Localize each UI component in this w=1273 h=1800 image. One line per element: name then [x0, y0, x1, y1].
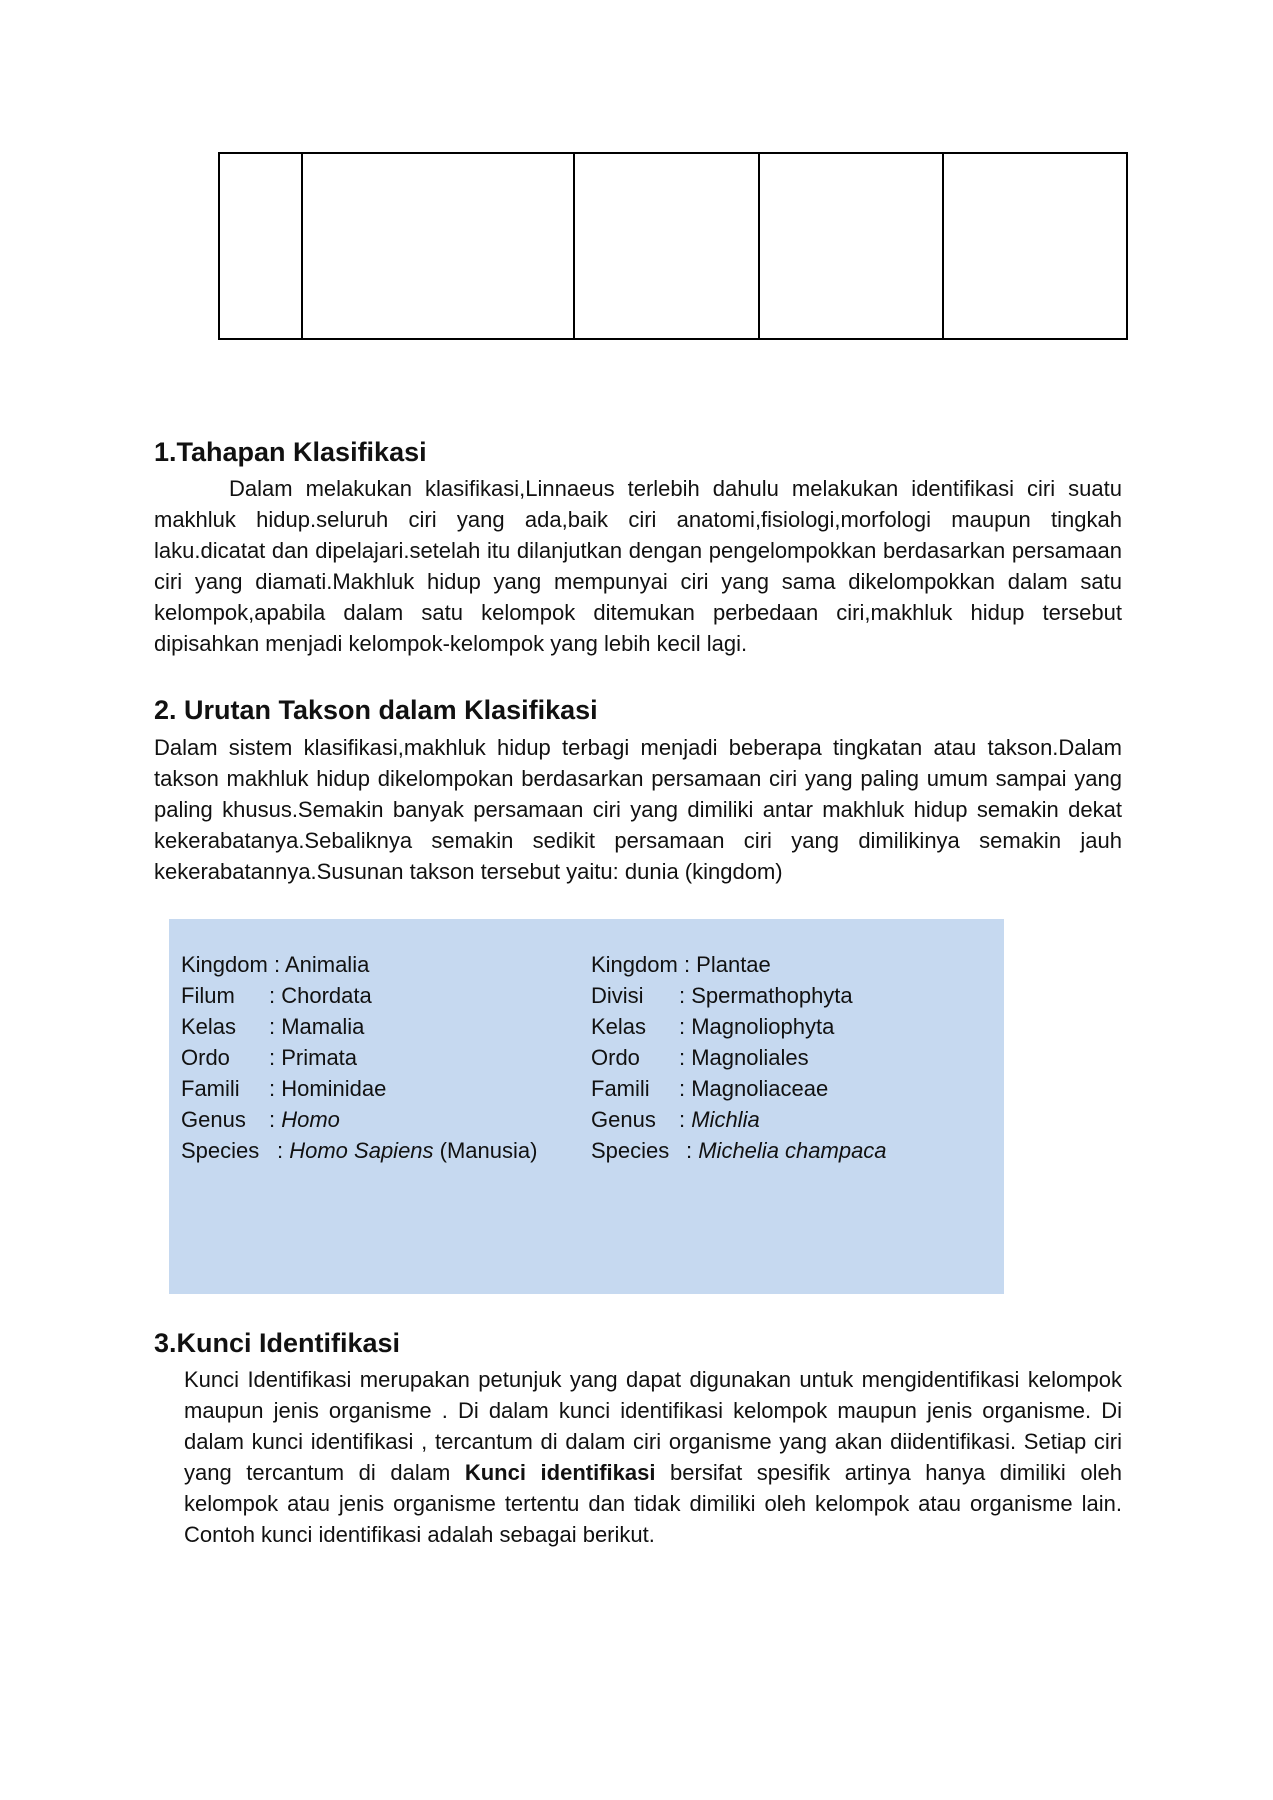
taxon-row-famili: [181, 1073, 537, 1104]
taxonomy-plantae: [591, 949, 887, 1166]
taxon-label: Species: [181, 1138, 260, 1163]
taxon-row-filum: [181, 980, 537, 1011]
taxon-row-ordo: [181, 1042, 537, 1073]
taxon-value: : Chordata: [269, 983, 372, 1008]
taxon-value: : Magnoliales: [679, 1045, 809, 1070]
taxon-value: Michelia champaca: [698, 1138, 887, 1163]
taxon-label: Ordo: [181, 1045, 230, 1070]
taxon-label: Divisi: [591, 983, 644, 1008]
taxonomy-animalia: [181, 949, 537, 1166]
taxon-label: Filum: [181, 983, 235, 1008]
taxon-label: Famili: [591, 1076, 650, 1101]
taxon-row-kelas: [181, 1011, 537, 1042]
table-cell: [943, 153, 1127, 339]
taxon-row-species: [591, 1135, 887, 1166]
paragraph-kunci-identifikasi: [184, 1364, 1122, 1550]
taxon-value: : Magnoliophyta: [679, 1014, 835, 1039]
paragraph-text: Kunci Identifikasi merupakan petunjuk yang dapat digunakan untuk mengidentifikasi kelompok maupun jenis organisme . Di dalam kunci identifikasi kelompok maupun jenis organisme. Di dalam kunci identifikasi , tercantum di dalam ciri organisme yang akan diidentifikasi. Setiap ciri yang tercantum di dalam: [184, 1367, 1122, 1485]
taxon-row-famili: [591, 1073, 887, 1104]
table-cell: [574, 153, 759, 339]
taxon-row-species: [181, 1135, 537, 1166]
taxon-label: Genus: [591, 1107, 656, 1132]
taxon-value: : Spermathophyta: [679, 983, 853, 1008]
taxon-row-genus: [591, 1104, 887, 1135]
taxon-separator: :: [269, 1107, 282, 1132]
taxon-value: : Mamalia: [269, 1014, 365, 1039]
taxon-value: : Magnoliaceae: [679, 1076, 829, 1101]
taxon-value: Michlia: [691, 1107, 760, 1132]
empty-table: [218, 152, 1128, 340]
taxon-separator: :: [277, 1138, 290, 1163]
taxon-label: Ordo: [591, 1045, 640, 1070]
taxon-row-ordo: [591, 1042, 887, 1073]
paragraph-tahapan-klasifikasi: Dalam melakukan klasifikasi,Linnaeus terlebih dahulu melakukan identifikasi ciri suatu makhluk hidup.seluruh ciri yang ada,baik ciri anatomi,fisiologi,morfologi maupun tingkah laku.dicatat dan dipelajari.setelah itu dilanjutkan dengan pengelompokkan berdasarkan persamaan ciri yang diamati.Makhluk hidup yang mempunyai ciri yang sama dikelompokkan dalam satu kelompok,apabila dalam satu kelompok ditemukan perbedaan ciri,makhluk hidup tersebut dipisahkan menjadi kelompok-kelompok yang lebih kecil lagi.: [154, 476, 1122, 656]
paragraph-urutan-takson: Dalam sistem klasifikasi,makhluk hidup terbagi menjadi beberapa tingkatan atau takson.Dalam takson makhluk hidup dikelompokan berdasarkan persamaan ciri yang paling umum sampai yang paling khusus.Semakin banyak persamaan ciri yang dimiliki antar makhluk hidup semakin dekat kekerabatanya.Sebaliknya semakin sedikit persamaan ciri yang dimilikinya semakin jauh kekerabatannya.Susunan takson tersebut yaitu: dunia (kingdom): [154, 735, 1122, 884]
paragraph-text: bersifat spesifik artinya hanya dimiliki oleh kelompok atau jenis organisme tertentu dan tidak dimiliki oleh kelompok atau organisme lain. Contoh kunci identifikasi adalah sebagai berikut.: [184, 1460, 1122, 1547]
taxon-value: Homo Sapiens: [289, 1138, 434, 1163]
table-cell: [219, 153, 302, 339]
taxon-row-kingdom: [591, 949, 887, 980]
taxon-note: (Manusia): [433, 1138, 538, 1163]
taxon-label: Kelas: [181, 1014, 237, 1039]
heading-urutan-takson: 2. Urutan Takson dalam Klasifikasi: [154, 695, 598, 725]
taxon-kingdom: Kingdom : Animalia: [181, 952, 370, 977]
heading-kunci-identifikasi: 3.Kunci Identifikasi: [154, 1328, 401, 1358]
heading-tahapan-klasifikasi: 1.Tahapan Klasifikasi: [154, 437, 427, 467]
taxon-row-kelas: [591, 1011, 887, 1042]
taxon-label: Species: [591, 1138, 670, 1163]
taxon-value: : Hominidae: [269, 1076, 387, 1101]
taxon-label: Famili: [181, 1076, 240, 1101]
taxon-row-divisi: [591, 980, 887, 1011]
taxon-label: Genus: [181, 1107, 246, 1132]
taxon-separator: :: [686, 1138, 699, 1163]
taxon-separator: :: [679, 1107, 692, 1132]
taxon-row-genus: [181, 1104, 537, 1135]
taxonomy-box: [169, 919, 1004, 1294]
taxon-value: : Primata: [269, 1045, 358, 1070]
table-row: [219, 153, 1127, 339]
emphasis-kunci-identifikasi: Kunci identifikasi: [464, 1460, 656, 1485]
taxon-kingdom: Kingdom : Plantae: [591, 952, 771, 977]
taxon-row-kingdom: [181, 949, 537, 980]
taxon-value: Homo: [281, 1107, 340, 1132]
table-cell: [302, 153, 574, 339]
table-cell: [759, 153, 943, 339]
taxon-label: Kelas: [591, 1014, 647, 1039]
